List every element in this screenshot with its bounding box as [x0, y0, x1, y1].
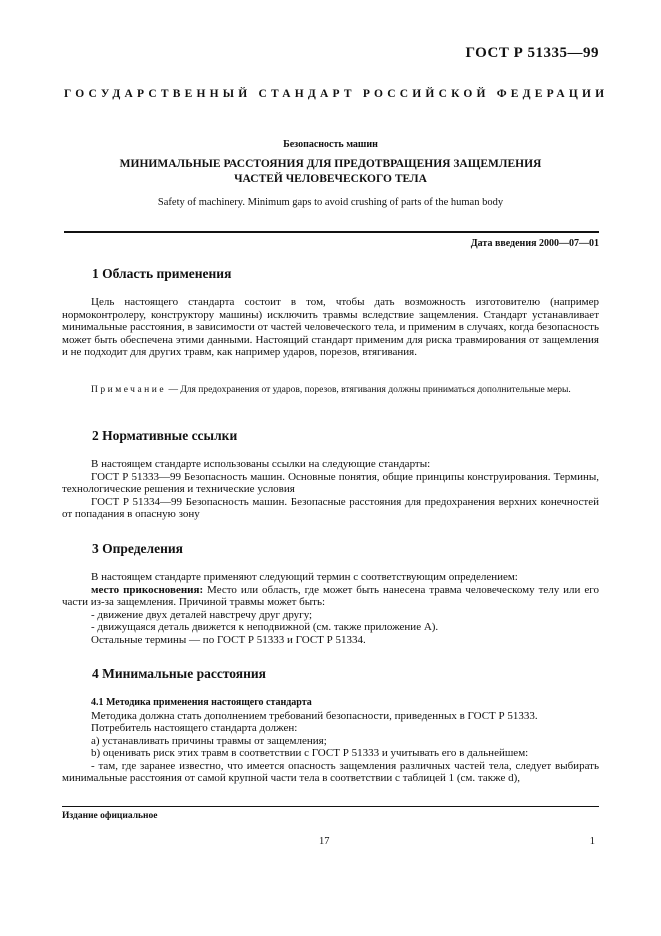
document-title [62, 157, 599, 187]
page-number-center: 17 [319, 836, 330, 847]
english-title: Safety of machinery. Minimum gaps to avoid crushing of parts of the human body [157, 197, 504, 208]
section-4-paragraph-1: Методика должна стать дополнением требований безопасности, приведенных в ГОСТ Р 51333. [91, 709, 538, 722]
section-3-body [62, 571, 599, 646]
section-1-body [62, 296, 599, 359]
section-3-heading: 3 Определения [92, 541, 183, 556]
introduction-date: Дата введения 2000—07—01 [470, 238, 599, 249]
reference-1: ГОСТ Р 51333—99 Безопасность машин. Основные понятия, общие принципы конструирования. Термины, технологические решения и технические условия [62, 470, 599, 495]
section-2-intro: В настоящем стандарте использованы ссылки на следующие стандарты: [91, 458, 431, 470]
title-divider [64, 231, 599, 233]
section-4-heading: 4 Минимальные расстояния [92, 666, 266, 681]
list-item-a: a) устанавливать причины травмы от защемления; [91, 734, 327, 747]
definition-text: Место или область, где может быть нанесена травма человеческому телу или его части из-за защемления. Причиной травмы может быть: [62, 583, 599, 608]
definition-term: место прикосновения: [91, 583, 204, 596]
standard-code: ГОСТ Р 51335—99 [465, 45, 599, 61]
section-4-paragraph-2: Потребитель настоящего стандарта должен: [91, 722, 298, 734]
definition [62, 584, 599, 609]
cause-item-1: - движение двух деталей навстречу друг другу; [91, 608, 313, 621]
cause-item-2: - движущаяся деталь движется к неподвижной (см. также приложение А). [91, 621, 439, 633]
list-item-b: b) оценивать риск этих травм в соответствии с ГОСТ Р 51333 и учитывать его в дальнейшем: [91, 747, 529, 759]
note-label: Примечание [91, 385, 167, 395]
section-1-heading: 1 Область применения [92, 266, 232, 281]
footer-divider [62, 806, 599, 807]
subsection-4-1-heading: 4.1 Методика применения настоящего стандарта [91, 697, 312, 708]
other-terms: Остальные термины — по ГОСТ Р 51333 и ГОСТ Р 51334. [91, 633, 366, 646]
section-2-body [62, 458, 599, 521]
section-1-paragraph: Цель настоящего стандарта состоит в том, чтобы дать возможность изготовителю (например нормоконтролеру, конструктору машины) исключить травмы вследствие защемления. Стандарт устанавливает минимальные расстояния, в зависимости от частей человеческого тела, и применим в случаях, когда безопасность может быть обеспечена этими данными. Настоящий стандарт применим для риска травмирования от защемления и не подходит для других травм, как например ударов, порезов, втягивания. [62, 296, 599, 358]
state-standard-heading: ГОСУДАРСТВЕННЫЙ СТАНДАРТ РОССИЙСКОЙ ФЕДЕРАЦИИ [64, 88, 609, 100]
list-item-dash: - там, где заранее известно, что имеется опасность защемления различных частей тела, следует выбирать минимальные расстояния от самой крупной части тела в соответствии с таблицей 1 (см. также d), [62, 759, 599, 784]
reference-2: ГОСТ Р 51334—99 Безопасность машин. Безопасные расстояния для предохранения верхних конечностей от попадания в опасную зону [62, 495, 599, 520]
note-text: — Для предохранения от ударов, порезов, втягивания должны приниматься дополнительные меры. [166, 385, 571, 395]
section-1-note [62, 385, 599, 397]
section-4-body [62, 697, 599, 785]
page-number-right: 1 [589, 836, 595, 847]
title-line-1: МИНИМАЛЬНЫЕ РАССТОЯНИЯ ДЛЯ ПРЕДОТВРАЩЕНИЯ ЗАЩЕМЛЕНИЯ [119, 158, 542, 170]
section-2-heading: 2 Нормативные ссылки [92, 428, 238, 443]
title-line-2: ЧАСТЕЙ ЧЕЛОВЕЧЕСКОГО ТЕЛА [234, 173, 427, 185]
edition-label: Издание официальное [62, 811, 158, 821]
document-subtitle: Безопасность машин [283, 139, 378, 150]
section-3-intro: В настоящем стандарте применяют следующий термин с соответствующим определением: [91, 571, 518, 583]
